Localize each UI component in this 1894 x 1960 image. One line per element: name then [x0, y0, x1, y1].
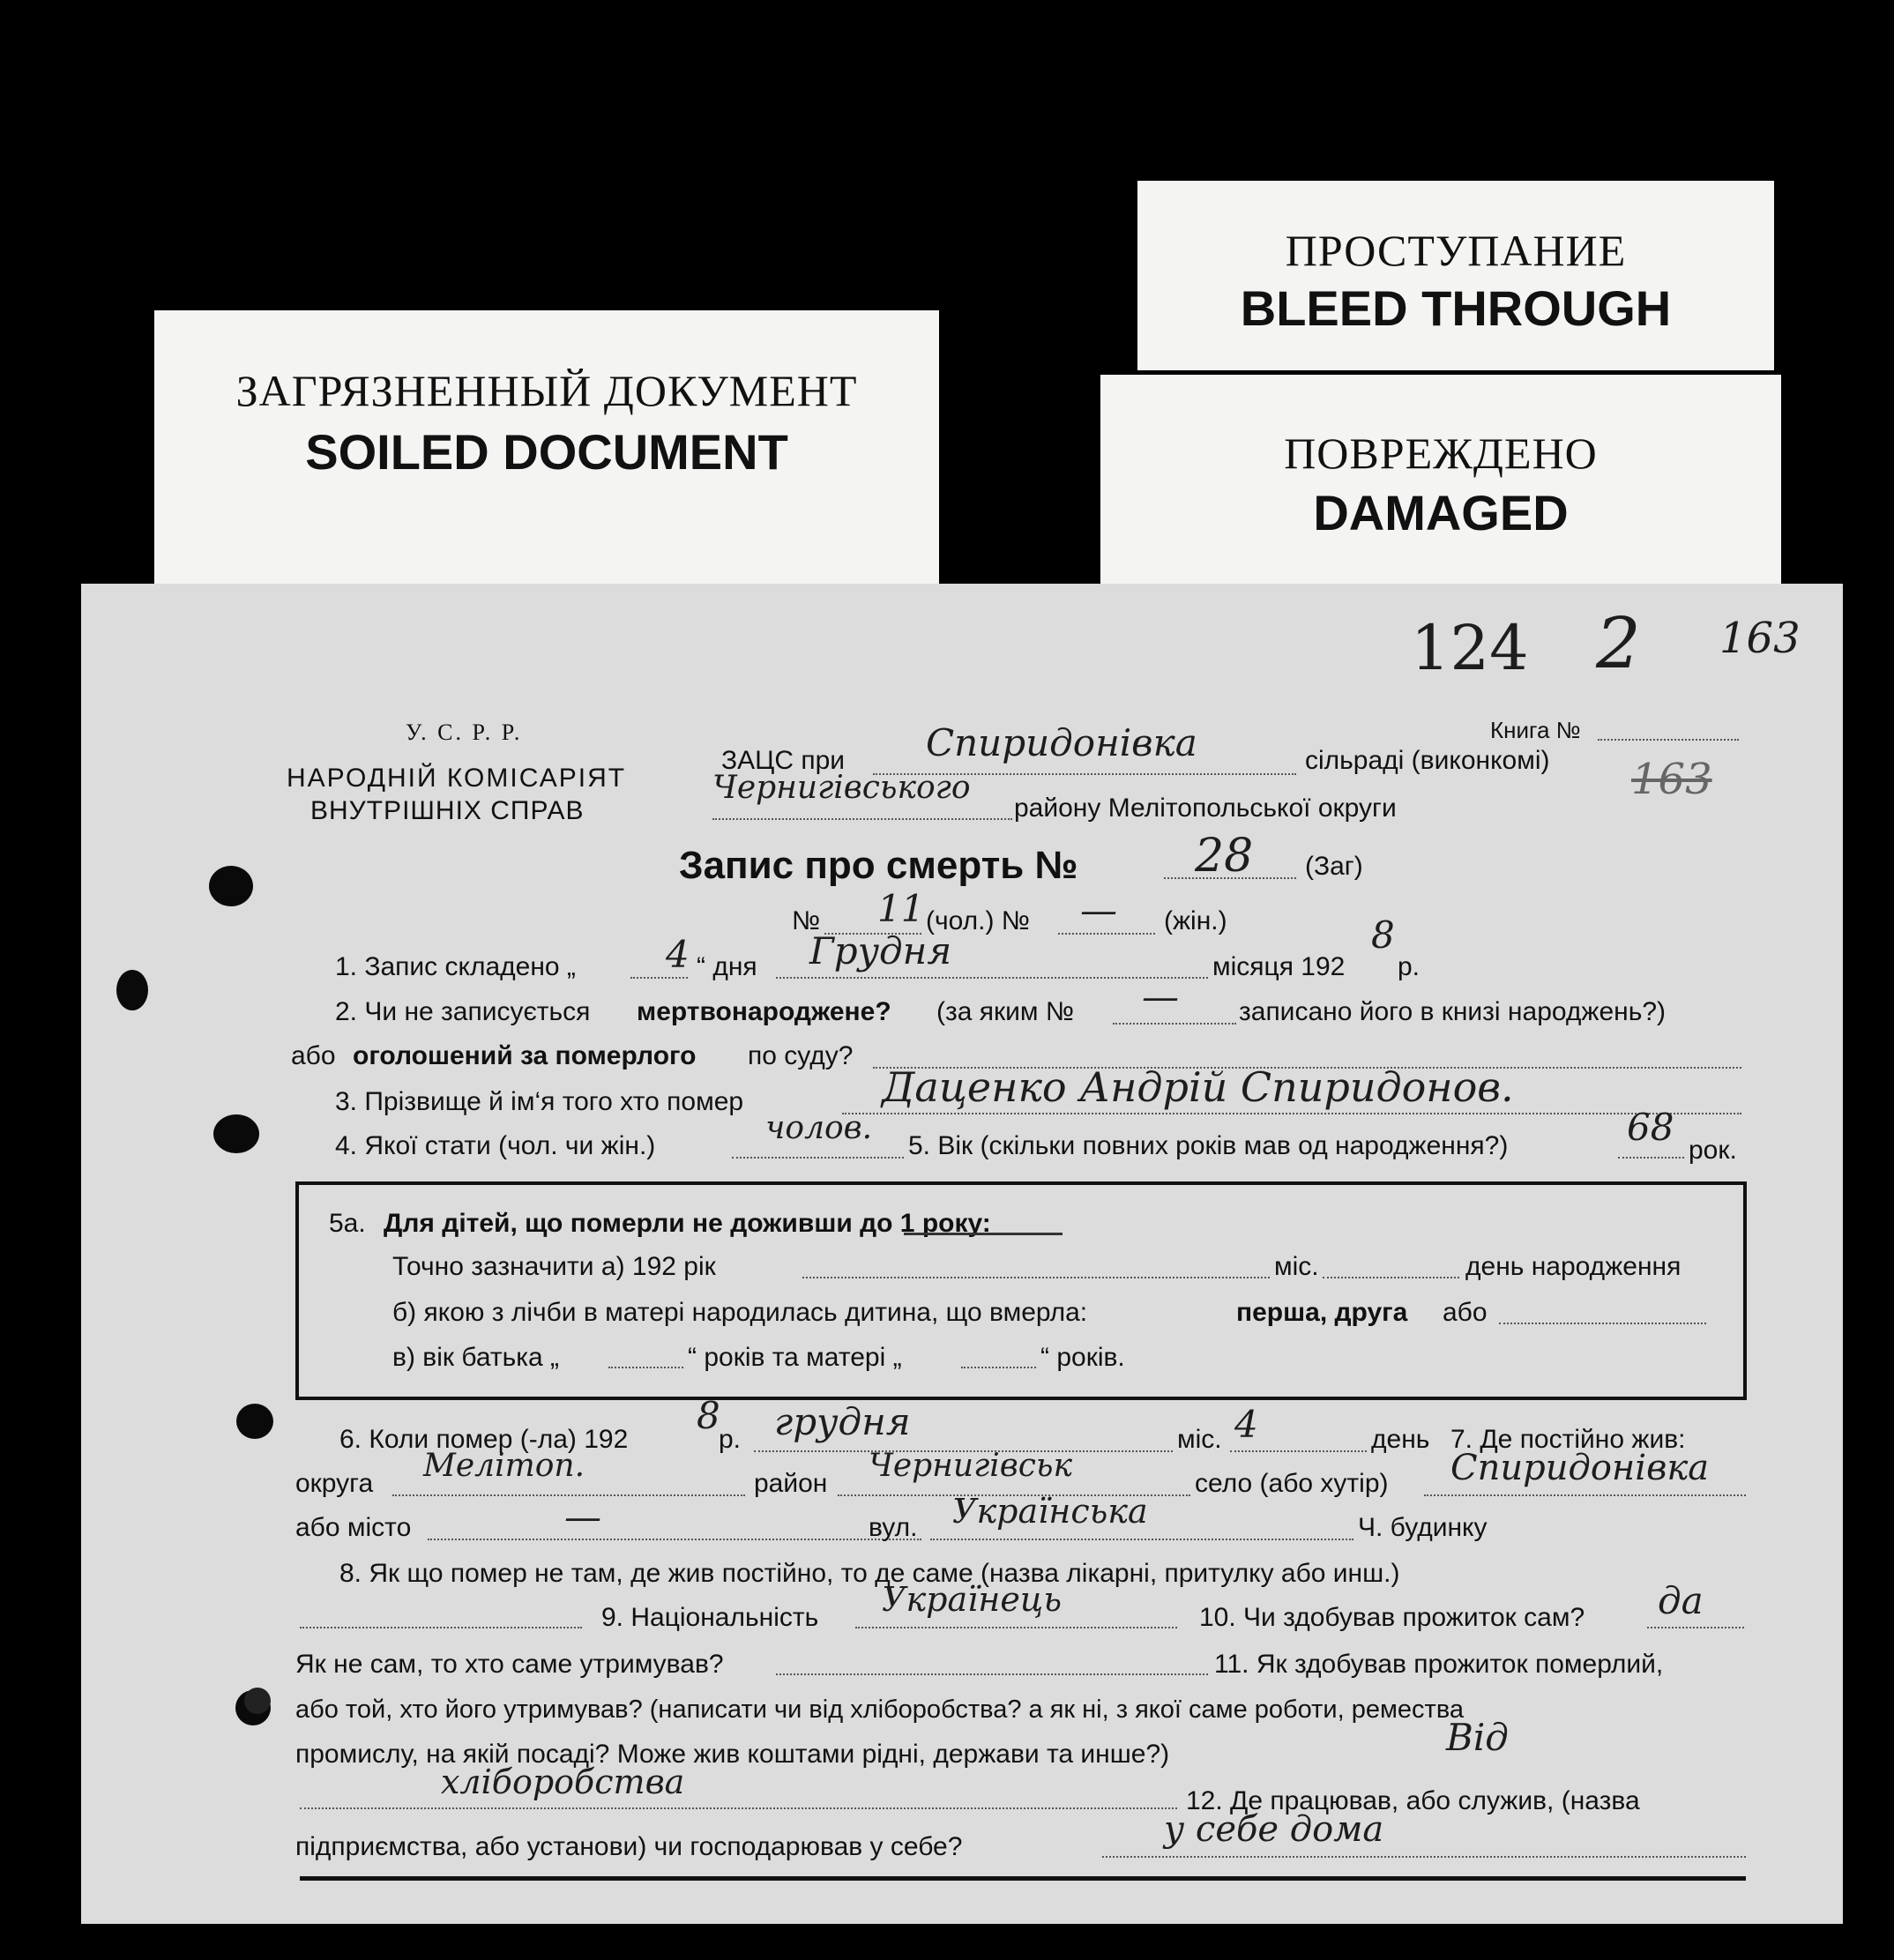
archive-number-163: 163: [1719, 614, 1801, 663]
q6-label-c: міс.: [1177, 1425, 1222, 1454]
age-handwritten: 68: [1627, 1106, 1674, 1149]
punch-hole: [236, 1404, 273, 1439]
self-support-line: [1647, 1627, 1744, 1628]
budynok-label: Ч. будинку: [1358, 1513, 1488, 1542]
q2-handwritten: —: [1142, 975, 1179, 1018]
death-day-handwritten: 4: [1234, 1403, 1258, 1446]
archive-number-163-crossed: 163: [1631, 755, 1712, 804]
q1-label-c: місяця 192: [1212, 952, 1346, 981]
bottom-rule: [300, 1876, 1746, 1881]
sex-handwritten: чолов.: [765, 1110, 873, 1146]
q4-line: [732, 1157, 904, 1159]
q2-stillborn-label: мертвонароджене?: [637, 997, 891, 1026]
bleed-label-ru: ПРОСТУПАНИЕ: [1285, 226, 1627, 275]
q2-label-c: (за яким №: [936, 997, 1075, 1026]
livelihood-handwritten-2: хліборобства: [441, 1763, 685, 1801]
punch-hole: [209, 866, 253, 906]
female-no-handwritten: —: [1080, 889, 1117, 932]
vul-line: [930, 1539, 1353, 1540]
q10b-line: [776, 1673, 1208, 1675]
q10b-label: Як не сам, то хто саме утримував?: [295, 1650, 724, 1679]
self-support-handwritten: да: [1658, 1579, 1704, 1622]
q2-label-a: 2. Чи не записується: [335, 997, 591, 1026]
misto-handwritten: —: [564, 1495, 601, 1539]
q11-label-b: або той, хто його утримував? (написати чи від хліборобства? а як ні, з якої саме роботи, ремества: [295, 1695, 1465, 1724]
q11-label-a: 11. Як здобував прожиток померлий,: [1214, 1650, 1664, 1679]
zags-label: ЗАЦС при: [721, 746, 846, 775]
q6-label-a: 6. Коли помер (-ла) 192: [339, 1425, 629, 1454]
book-line: [1598, 739, 1739, 741]
q1-day-handwritten: 4: [666, 933, 690, 976]
q1-label-d: р.: [1398, 952, 1420, 981]
street-handwritten: Українська: [952, 1492, 1148, 1531]
punch-hole: [116, 970, 148, 1010]
selo-line: [1424, 1494, 1746, 1496]
nationality-line: [855, 1627, 1177, 1628]
q1-day-line: [630, 977, 688, 979]
q5-label: 5. Вік (скільки повних років мав од народження?): [908, 1131, 1509, 1160]
q5a-or: або: [1443, 1298, 1488, 1327]
nationality-handwritten: Українець: [882, 1580, 1063, 1619]
q9-label: 9. Національність: [601, 1603, 819, 1632]
q8-label: 8. Як що помер не там, де жив постійно, то де саме (назва лікарні, притулку або инш.): [339, 1559, 1400, 1588]
q5a-number: 5а.: [329, 1209, 366, 1238]
q5a-c-label-b: “ років та матері „: [688, 1343, 902, 1372]
damaged-label: [1100, 375, 1781, 584]
q5a-mother-line: [961, 1367, 1036, 1368]
q5a-year-dash: [904, 1233, 1063, 1235]
damaged-label-ru: ПОВРЕЖДЕНО: [1284, 429, 1598, 478]
misto-label: або місто: [295, 1513, 412, 1542]
female-label: (жін.): [1164, 906, 1227, 935]
male-no-label: №: [792, 906, 821, 935]
q6-label-b: р.: [719, 1425, 742, 1454]
q5a-day-label: день народження: [1465, 1252, 1681, 1281]
bleed-through-label: [1137, 181, 1774, 370]
commissariat-line-2: ВНУТРІШНІХ СПРАВ: [310, 796, 585, 825]
raion-handwritten: Чернигівськ: [869, 1448, 1072, 1484]
selo-handwritten: Спиридонівка: [1450, 1448, 1710, 1488]
q5a-month-line: [1323, 1277, 1459, 1278]
q5a-a-label: Точно зазначити а) 192 рік: [392, 1252, 716, 1281]
q5a-month-label: міс.: [1274, 1252, 1319, 1281]
okruha-label: округа: [295, 1469, 374, 1498]
q5a-c-label-c: “ років.: [1040, 1343, 1125, 1372]
q12-label-b: підприємства, або установи) чи господарював у себе?: [295, 1832, 963, 1861]
q1-year-handwritten: 8: [1371, 913, 1395, 957]
punch-hole: [244, 1688, 271, 1714]
q2-label-d: записано його в книзі народжень?): [1239, 997, 1667, 1026]
district-line: [712, 818, 1012, 820]
q1-label-a: 1. Запис складено „: [335, 952, 576, 981]
ussr-heading: У. С. Р. Р.: [406, 719, 523, 745]
deceased-name-handwritten: Даценко Андрій Спиридонов.: [882, 1063, 1514, 1111]
q1-month-handwritten: Грудня: [809, 929, 952, 973]
archive-number-124: 124: [1411, 612, 1529, 684]
q10-label: 10. Чи здобував прожиток сам?: [1199, 1603, 1585, 1632]
q5a-c-label-a: в) вік батька „: [392, 1343, 560, 1372]
council-handwritten: Спиридонівка: [926, 721, 1197, 764]
q5-line: [1618, 1157, 1684, 1159]
male-label: (чол.) №: [926, 906, 1030, 935]
q7-label: 7. Де постійно жив:: [1450, 1425, 1686, 1454]
q2-declared-dead-label: оголошений за померлого: [353, 1041, 697, 1070]
q5a-title: Для дітей, що померли не доживши до 1 року:: [384, 1209, 991, 1238]
q5a-year-line: [802, 1277, 1270, 1278]
soiled-document-label: [154, 310, 939, 584]
archive-number-2: 2: [1596, 602, 1641, 684]
village-council-label: сільраді (виконкомі): [1305, 746, 1550, 775]
workplace-handwritten: у себе дома: [1164, 1809, 1384, 1850]
okruha-handwritten: Мелітоп.: [423, 1448, 585, 1484]
punch-hole: [213, 1114, 259, 1153]
q12-label-a: 12. Де працював, або служив, (назва: [1186, 1786, 1640, 1815]
soiled-label-en: SOILED DOCUMENT: [305, 424, 788, 480]
q2-line: [1113, 1023, 1236, 1025]
selo-label: село (або хутір): [1195, 1469, 1389, 1498]
female-no-line: [1058, 933, 1155, 935]
livelihood-handwritten-1: Від: [1446, 1716, 1509, 1759]
vul-label: вул.: [869, 1513, 918, 1542]
q5a-b-line: [1499, 1323, 1706, 1324]
workplace-line: [1102, 1856, 1746, 1858]
q3-label: 3. Прізвище й ім‘я того хто помер: [335, 1087, 744, 1116]
book-label: Книга №: [1490, 717, 1581, 743]
misto-line: [428, 1539, 921, 1540]
death-month-handwritten: грудня: [774, 1400, 911, 1443]
zag-label: (Заг): [1305, 852, 1363, 881]
q2-label-g: по суду?: [748, 1041, 854, 1070]
district-handwritten: Чернигівського: [712, 770, 971, 806]
damaged-label-en: DAMAGED: [1313, 485, 1569, 540]
q1-label-b: “ дня: [697, 952, 757, 981]
record-no-handwritten: 28: [1195, 830, 1254, 883]
bleed-label-en: BLEED THROUGH: [1240, 280, 1672, 336]
soiled-label-ru: ЗАГРЯЗНЕННЫЙ ДОКУМЕНТ: [235, 366, 858, 415]
q11-label-c: промислу, на якій посаді? Може жив коштами рідні, держави та инше?): [295, 1740, 1170, 1769]
q3-line: [842, 1113, 1741, 1114]
q5-label-end: рок.: [1689, 1136, 1737, 1165]
death-year-handwritten: 8: [697, 1394, 720, 1437]
livelihood-line: [300, 1807, 1177, 1809]
q2-label-e: або: [291, 1041, 336, 1070]
raion-label: район: [754, 1469, 828, 1498]
male-no-handwritten: 11: [877, 887, 925, 930]
q5a-father-line: [608, 1367, 683, 1368]
q8-answer-line: [300, 1627, 582, 1628]
q6-day-line: [1230, 1450, 1367, 1452]
q5a-b-label: б) якою з лічби в матері народилась дитина, що вмерла:: [392, 1298, 1088, 1327]
record-title: Запис про смерть №: [679, 844, 1078, 887]
q4-label: 4. Якої стати (чол. чи жін.): [335, 1131, 656, 1160]
commissariat-line-1: НАРОДНІЙ КОМІСАРІЯТ: [287, 764, 627, 793]
q5a-first-second: перша, друга: [1236, 1298, 1408, 1327]
district-suffix: району Мелітопольської округи: [1014, 794, 1397, 823]
q6-label-d: день: [1371, 1425, 1430, 1454]
